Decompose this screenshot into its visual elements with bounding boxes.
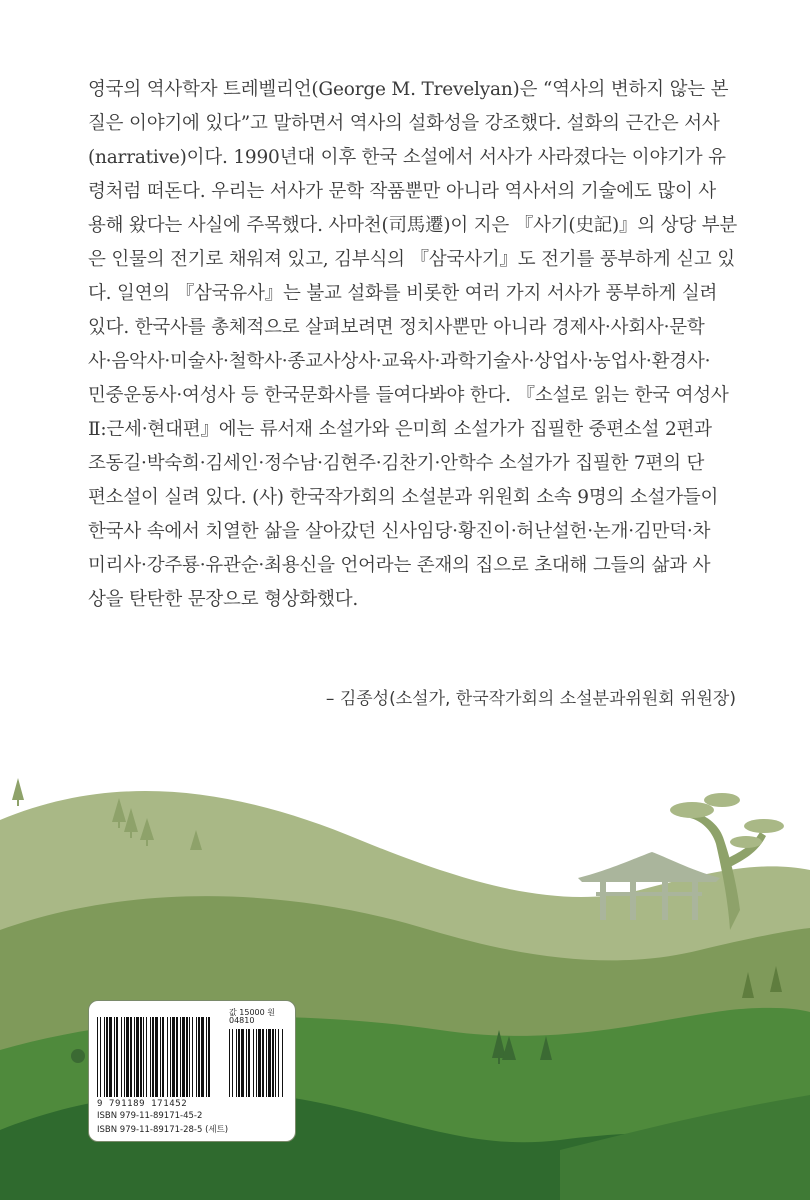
- barcode-bar: [253, 1029, 254, 1097]
- barcode-bar: [140, 1017, 142, 1097]
- addon-code: 04810: [229, 1016, 255, 1025]
- blurb-line: 상을 탄탄한 문장으로 형상화했다.: [88, 589, 359, 610]
- barcode-bar: [114, 1017, 115, 1097]
- barcode-bar: [180, 1017, 181, 1097]
- blurb-line: 민중운동사·여성사 등 한국문화사를 들여다봐야 한다. 『소설로 읽는 한국 여성사: [88, 385, 729, 406]
- barcode-bar: [262, 1029, 264, 1097]
- barcode-bar: [192, 1017, 193, 1097]
- blurb-line: 은 인물의 전기로 채워져 있고, 김부식의 『삼국사기』도 전기를 풍부하게 싣고 있: [88, 249, 735, 270]
- barcode-bar: [198, 1017, 200, 1097]
- barcode-bar: [236, 1029, 237, 1097]
- barcode-bar: [124, 1017, 125, 1097]
- barcode-bar: [152, 1017, 154, 1097]
- price-label: 값 15000 원: [229, 1008, 275, 1017]
- blurb-line: 질은 이야기에 있다”고 말하면서 역사의 설화성을 강조했다. 설화의 근간은 서사: [88, 113, 720, 134]
- barcode-bar: [232, 1029, 233, 1097]
- barcode-bar: [134, 1017, 135, 1097]
- blurb-line: 사·음악사·미술사·철학사·종교사상사·교육사·과학기술사·상업사·농업사·환경사·: [88, 351, 711, 372]
- barcode-bar: [121, 1017, 122, 1097]
- barcode-bar: [206, 1017, 207, 1097]
- barcode-bar: [248, 1029, 250, 1097]
- blurb-line: Ⅱ:근세·현대편』에는 류서재 소설가와 은미희 소설가가 집필한 중편소설 2편과: [88, 419, 712, 440]
- barcode-bar: [208, 1017, 210, 1097]
- blurb-line: 령처럼 떠돈다. 우리는 서사가 문학 작품뿐만 아니라 역사서의 기술에도 많이 사: [88, 181, 716, 202]
- barcode-bar: [272, 1029, 274, 1097]
- blurb-line: 편소설이 실려 있다. (사) 한국작가회의 소설분과 위원회 소속 9명의 소설가들이: [88, 487, 719, 508]
- barcode-label: [88, 1000, 296, 1142]
- barcode-bar: [275, 1029, 276, 1097]
- barcode-bar: [143, 1017, 144, 1097]
- barcode-bar: [116, 1017, 118, 1097]
- isbn-barcode: [97, 1017, 215, 1097]
- blurb-line: 다. 일연의 『삼국유사』는 불교 설화를 비롯한 여러 가지 서사가 풍부하게 실려: [88, 283, 718, 304]
- barcode-bar: [186, 1017, 188, 1097]
- blurb-line: (narrative)이다. 1990년대 이후 한국 소설에서 서사가 사라졌다는 이야기가 유: [88, 147, 726, 168]
- barcode-bar: [229, 1029, 230, 1097]
- blurb-text: [88, 73, 738, 617]
- barcode-bar: [167, 1017, 168, 1097]
- barcode-bar: [155, 1017, 158, 1097]
- barcode-bar: [238, 1029, 240, 1097]
- blurb-line: 한국사 속에서 치열한 삶을 살아갔던 신사임당·황진이·허난설헌·논개·김만덕·차: [88, 521, 711, 542]
- barcode-bar: [258, 1029, 261, 1097]
- barcode-bar: [196, 1017, 197, 1097]
- barcode-bar: [106, 1017, 108, 1097]
- barcode-bar: [160, 1017, 161, 1097]
- barcode-bar: [109, 1017, 112, 1097]
- blurb-line: 조동길·박숙희·김세인·정수남·김현주·김찬기·안학수 소설가가 집필한 7편의 단: [88, 453, 705, 474]
- barcode-bar: [97, 1017, 98, 1097]
- barcode-bar: [189, 1017, 190, 1097]
- barcode-digits: 9 791189 171452: [97, 1099, 188, 1109]
- barcode-bar: [241, 1029, 244, 1097]
- attribution: – 김종성(소설가, 한국작가회의 소설분과위원회 위원장): [325, 689, 736, 709]
- barcode-bar: [162, 1017, 164, 1097]
- barcode-bar: [150, 1017, 151, 1097]
- blurb-line: 영국의 역사학자 트레벨리언(George M. Trevelyan)은 “역사의 변하지 않는 본: [88, 79, 729, 100]
- blurb-line: 용해 왔다는 사실에 주목했다. 사마천(司馬遷)이 지은 『사기(史記)』의 상당 부분: [88, 215, 738, 236]
- addon-barcode: [229, 1029, 285, 1097]
- barcode-bar: [282, 1029, 283, 1097]
- barcode-bar: [201, 1017, 204, 1097]
- barcode-bar: [130, 1017, 132, 1097]
- barcode-bar: [126, 1017, 129, 1097]
- barcode-bar: [246, 1029, 247, 1097]
- isbn-set-line: ISBN 979-11-89171-28-5 (세트): [97, 1125, 229, 1135]
- isbn-line: ISBN 979-11-89171-45-2: [97, 1111, 203, 1121]
- barcode-bar: [172, 1017, 175, 1097]
- blurb-line: 있다. 한국사를 총체적으로 살펴보려면 정치사뿐만 아니라 경제사·사회사·문학: [88, 317, 705, 338]
- blurb-line: 미리사·강주룡·유관순·최용신을 언어라는 존재의 집으로 초대해 그들의 삶과 사: [88, 555, 711, 576]
- barcode-bar: [100, 1017, 101, 1097]
- barcode-bar: [146, 1017, 147, 1097]
- barcode-bar: [136, 1017, 139, 1097]
- barcode-bar: [176, 1017, 178, 1097]
- barcode-bar: [170, 1017, 171, 1097]
- barcode-bar: [268, 1029, 271, 1097]
- barcode-bar: [104, 1017, 105, 1097]
- barcode-bar: [256, 1029, 257, 1097]
- barcode-bar: [266, 1029, 267, 1097]
- barcode-bar: [182, 1017, 185, 1097]
- barcode-bar: [278, 1029, 279, 1097]
